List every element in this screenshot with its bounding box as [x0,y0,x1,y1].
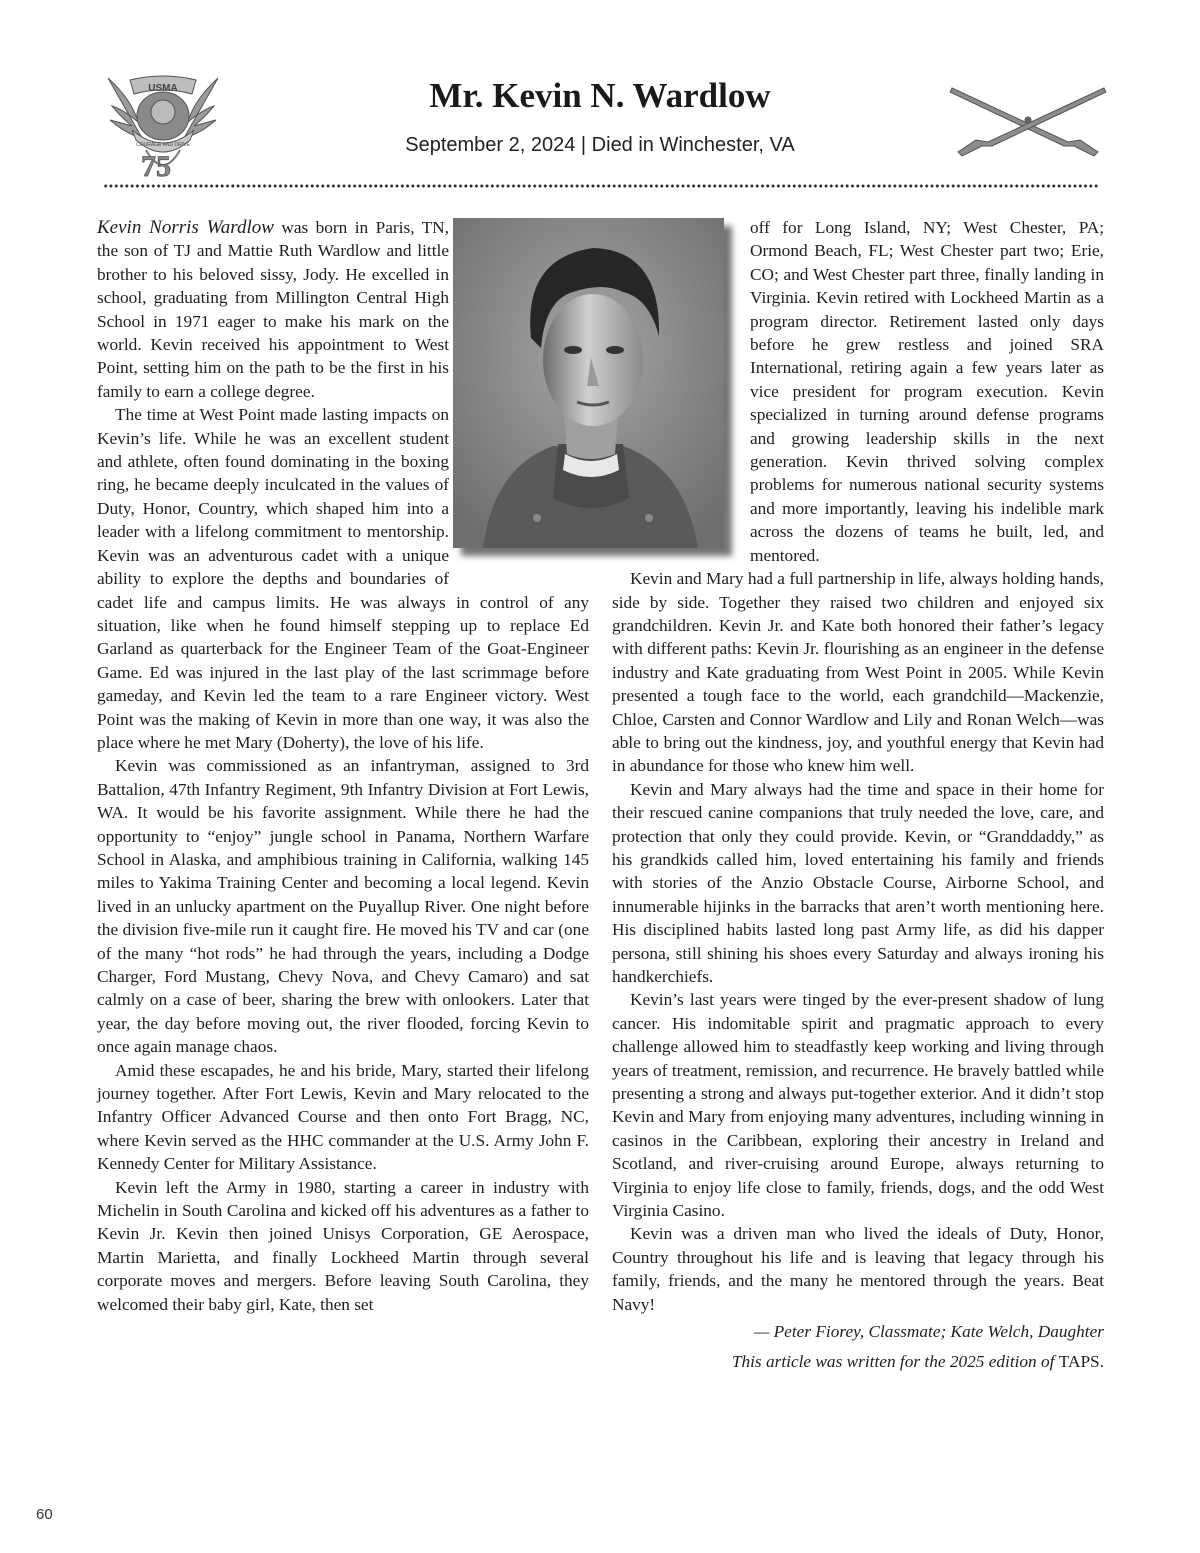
paragraph-8: Kevin’s last years were tinged by the ever-present shadow of lung cancer. His indomitable spirit and pragmatic approach to every challenge allowed him to steadfastly keep working and living through years of treatment, remission, and recurrence. He bravely battled while presenting a strong and always put-together exterior. And it didn’t stop Kevin and Mary from enjoying many adventures, including winning in casinos in the Caribbean, exploring their ancestry in Ireland and Scotland, and river-cruising around Europe, always returning to Virginia to enjoy life close to family, friends, dogs, and the odd West Virginia Casino. [612,990,1104,1221]
paragraph-9: Kevin was a driven man who lived the ideals of Duty, Honor, Country throughout his life and is leaving that legacy through his family, friends, and the many he mentored through the years. Beat Navy! [612,1224,1104,1314]
publication-note: This article was written for the 2025 edition of TAPS. [731,1351,1104,1371]
paragraph-2: The time at West Point made lasting impacts on Kevin’s life. While he was an excellent student and athlete, often found dominating in the boxing ring, he became deeply inculcated in the values of Duty, Honor, Country, which shaped him into a leader with a lifelong commitment to mentorship. Kevin was an adventurous cadet with a unique ability to explore the depths and boundaries of cadet life and campus limits. He was always in control of any situation, like when he found himself stepping up to replace Ed Garland as quarterback for the Engineer Team of the Goat-Engineer Game. Ed was injured in the last play of the last scrimmage before gameday, and Kevin led the team to a rare Engineer victory. West Point was the making of Kevin in more than one way, it was also the place where he met Mary (Doherty), the love of his life. [97,405,589,752]
crest-motto-text: COURAGE AND DRIVE [136,142,190,148]
page-title: Mr. Kevin N. Wardlow [429,76,771,115]
author-signature: — Peter Fiorey, Classmate; Kate Welch, Daughter [753,1322,1104,1342]
article-right-column [612,216,1104,1373]
header-divider [103,184,1098,188]
paragraph-4: Amid these escapades, he and his bride, Mary, started their lifelong journey together. After Fort Lewis, Kevin and Mary relocated to the Infantry Officer Advanced Course and then onto Fort Bragg, NC, where Kevin served as the HHC commander at the U.S. Army John F. Kennedy Center for Military Assistance. [97,1060,589,1174]
page-number: 60 [36,1506,53,1523]
paragraph-1: Kevin Norris Wardlow was born in Paris, TN, the son of TJ and Mattie Ruth Wardlow and little brother to his beloved sissy, Jody. He excelled in school, graduating from Millington Central High School in 1971 eager to make his mark on the world. Kevin received his appointment to West Point, setting him on the path to be the first in his family to earn a college degree. [97,217,449,401]
paragraph-5-continued: off for Long Island, NY; West Chester, PA; Ormond Beach, FL; West Chester part two; Erie, CO; and West Chester part three, finally landing in Virginia. Kevin retired with Lockheed Martin as a program director. Retirement lasted only days before he grew restless and joined SRA International, retiring again a few years later as vice president for program execution. Kevin specialized in turning around defense programs and growing leadership skills in the next generation. Kevin thrived solving complex problems for numerous national security systems and more importantly, leaving his indelible mark across the dozens of teams he built, led, and mentored. [750,218,1104,565]
paragraph-5: Kevin left the Army in 1980, starting a career in industry with Michelin in South Carolina and kicked off his adventures as a father to Kevin Jr. Kevin then joined Unisys Corporation, GE Aerospace, Martin Marietta, and finally Lockheed Martin through several corporate moves and mergers. Before leaving South Carolina, they welcomed their baby girl, Kate, then set [97,1177,589,1314]
article-left-column [97,216,589,1316]
crest-year-text: 75 [141,150,171,180]
crossed-rifles-icon [948,80,1108,160]
paragraph-6: Kevin and Mary had a full partnership in life, always holding hands, side by side. Together they raised two children and enjoyed six grandchildren. Kevin Jr. and Kate both honored their father’s legacy with different paths: Kevin Jr. flourishing as an engineer in the defense industry and Kate graduating from West Point in 2005. While Kevin presented a tough face to the world, each grandchild—Mackenzie, Chloe, Carsten and Connor Wardlow and Lily and Ronan Welch—was able to bring out the kindness, joy, and youthful energy that Kevin had in abundance for those who knew him well. [612,569,1104,776]
page-subtitle: September 2, 2024 | Died in Winchester, VA [405,134,795,156]
paragraph-7: Kevin and Mary always had the time and space in their home for their rescued canine companions that truly needed the love, care, and protection that only they could provide. Kevin, or “Granddaddy,” as his grandkids called him, loved entertaining his family and friends with stories of the Anzio Obstacle Course, Airborne School, and innumerable hijinks in the barracks that aren’t worth mentioning here. His disciplined habits lasted long past Army life, as did his dapper persona, still shining his shoes every Saturday and always ironing his handkerchiefs. [612,779,1104,986]
paragraph-3: Kevin was commissioned as an infantryman, assigned to 3rd Battalion, 47th Infantry Regiment, 9th Infantry Division at Fort Lewis, WA. It would be his favorite assignment. While there he had the opportunity to “enjoy” jungle school in Panama, Northern Warfare School in Alaska, and amphibious training in California, walking 145 miles to Yakima Training Center and becoming a local legend. Kevin lived in an unlucky apartment on the Puyallup River. One night before the division five-mile run it caught fire. He moved his TV and car (one of the many “hot rods” he had through the years, including a Dodge Charger, Ford Mustang, Chevy Nova, and Chevy Camaro) and sat calmly on a case of beer, sharing the brew with onlookers. Later that year, the day before moving out, the river flooded, forcing Kevin to once again manage chaos. [97,756,589,1057]
lede-name: Kevin Norris Wardlow [97,217,274,238]
crest-usma-text: USMA [148,83,178,94]
